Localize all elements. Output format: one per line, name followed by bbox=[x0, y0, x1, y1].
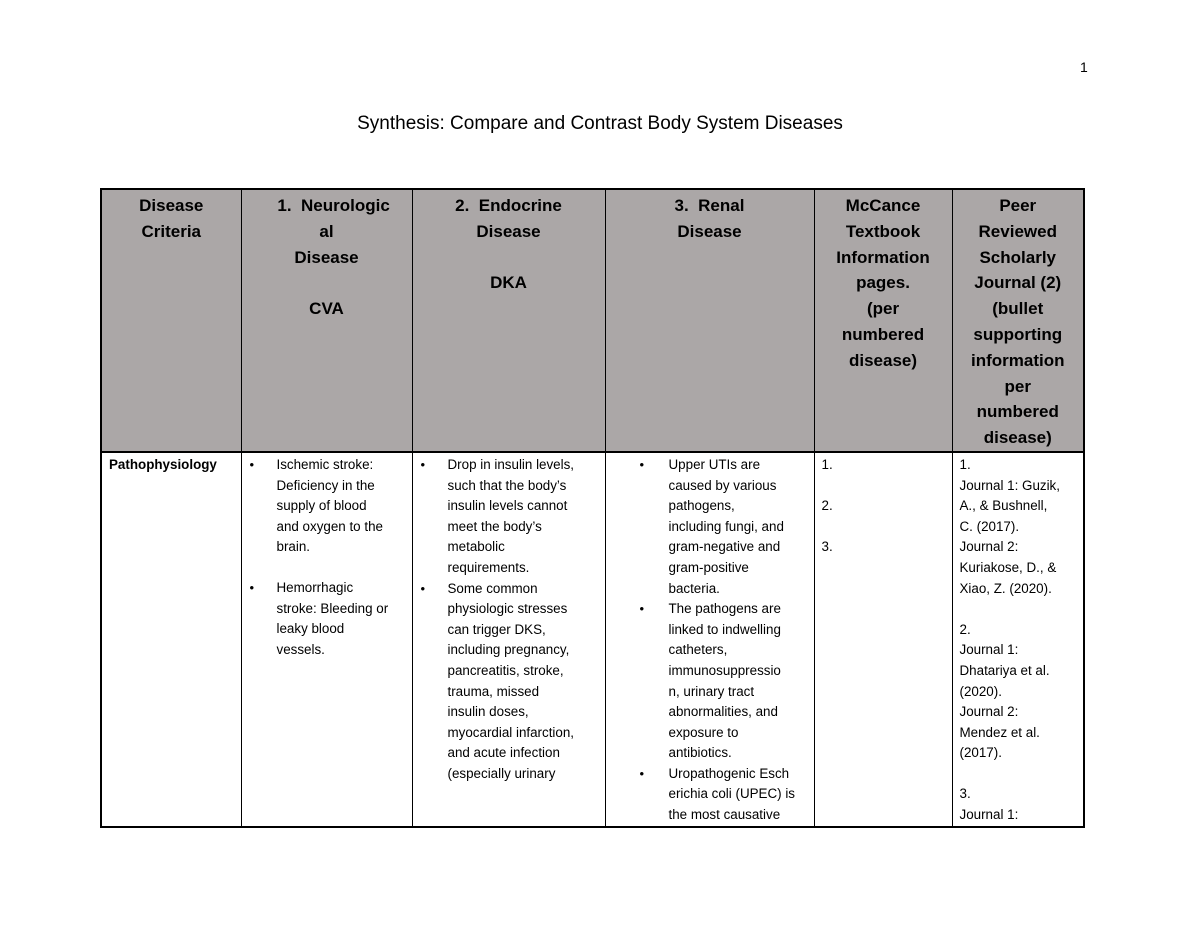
bullet-icon: • bbox=[639, 765, 645, 781]
journal-line: Mendez et al. bbox=[959, 724, 1040, 740]
header-line: Reviewed bbox=[978, 221, 1057, 241]
journal-line: 3. bbox=[959, 786, 971, 802]
header-line: (bullet bbox=[992, 299, 1044, 319]
bullet-icon: • bbox=[249, 456, 255, 472]
bullet-text-line: stroke: Bleeding or bbox=[276, 600, 389, 616]
journal-line: Journal 1: bbox=[959, 807, 1019, 823]
header-line: 2. Endocrine bbox=[455, 196, 562, 215]
header-line: Scholarly bbox=[979, 247, 1057, 267]
header-disease-criteria bbox=[101, 189, 241, 452]
bullet-text-line: caused by various bbox=[668, 477, 777, 493]
header-line: pages. bbox=[856, 273, 910, 293]
header-line: numbered bbox=[976, 402, 1059, 422]
pathophysiology-row bbox=[101, 452, 1084, 827]
page-ref-line: 3. bbox=[821, 539, 833, 555]
page-ref-line: 2. bbox=[821, 498, 833, 514]
bullet-text-line: including fungi, and bbox=[668, 518, 784, 534]
bullet-text-line: Some common bbox=[447, 580, 538, 596]
journal-line: Xiao, Z. (2020). bbox=[959, 580, 1052, 596]
journal-line: Journal 1: bbox=[959, 642, 1019, 658]
bullet-text-line: and oxygen to the bbox=[276, 518, 383, 534]
header-neurologic-disease bbox=[241, 189, 412, 452]
bullet-item bbox=[413, 455, 605, 579]
journal-line: Kuriakose, D., & bbox=[959, 559, 1057, 575]
bullet-icon: • bbox=[420, 456, 426, 472]
journal-line: Journal 2: bbox=[959, 539, 1019, 555]
header-line: Peer bbox=[999, 196, 1037, 215]
header-line: CVA bbox=[309, 299, 344, 319]
header-line: information bbox=[971, 350, 1065, 370]
header-line: Disease bbox=[294, 247, 359, 267]
journal-line bbox=[960, 764, 1084, 785]
bullet-text-line: gram-negative and bbox=[668, 539, 781, 555]
bullet-text-line: Hemorrhagic bbox=[276, 579, 354, 595]
bullet-text-line: the most causative bbox=[668, 807, 781, 823]
bullet-text-line: brain. bbox=[276, 539, 310, 555]
bullet-icon: • bbox=[420, 580, 426, 596]
bullet-text-line: Deficiency in the bbox=[276, 477, 375, 493]
bullet-text-line: Drop in insulin levels, bbox=[447, 456, 575, 472]
bullet-text-line: supply of blood bbox=[276, 498, 367, 514]
header-line: Textbook bbox=[845, 221, 921, 241]
bullet-item bbox=[606, 455, 814, 599]
bullet-text-line: immunosuppressio bbox=[668, 662, 781, 678]
bullet-text-line: vessels. bbox=[276, 641, 325, 657]
page-ref-line: 1. bbox=[821, 456, 833, 472]
bullet-text-line: physiologic stresses bbox=[447, 601, 568, 617]
bullet-text-line: bacteria. bbox=[668, 580, 720, 596]
bullet-text-line: trauma, missed bbox=[447, 683, 540, 699]
cell-mccance-pages bbox=[814, 452, 952, 827]
header-line: 1. Neurologic bbox=[263, 196, 390, 215]
journal-line: 2. bbox=[959, 621, 971, 637]
row-label-pathophysiology: Pathophysiology bbox=[101, 452, 241, 827]
bullet-text-line: erichia coli (UPEC) is bbox=[668, 786, 795, 802]
bullet-text-line: linked to indwelling bbox=[668, 621, 781, 637]
journal-line: (2020). bbox=[959, 683, 1002, 699]
page-ref-line bbox=[822, 517, 952, 538]
bullet-text-line: insulin doses, bbox=[447, 704, 529, 720]
header-line: Disease bbox=[139, 196, 204, 215]
header-mccance-textbook bbox=[814, 189, 952, 452]
bullet-text-line: gram-positive bbox=[668, 559, 749, 575]
bullet-text-line: and acute infection bbox=[447, 745, 560, 761]
journal-line: Journal 2: bbox=[959, 704, 1019, 720]
cell-endocrine bbox=[412, 452, 605, 827]
bullet-icon: • bbox=[639, 456, 645, 472]
bullet-text-line: meet the body’s bbox=[447, 518, 542, 534]
header-line: Journal (2) bbox=[974, 273, 1062, 293]
header-line: disease) bbox=[983, 428, 1052, 448]
cell-neurologic bbox=[241, 452, 412, 827]
journal-line: 1. bbox=[959, 456, 971, 472]
journal-line: A., & Bushnell, bbox=[959, 498, 1048, 514]
header-endocrine-disease bbox=[412, 189, 605, 452]
bullet-text-line: The pathogens are bbox=[668, 601, 781, 617]
header-line bbox=[413, 245, 605, 271]
bullet-text-line: pathogens, bbox=[668, 498, 735, 514]
header-renal-disease bbox=[605, 189, 814, 452]
bullet-text-line: requirements. bbox=[447, 559, 530, 575]
bullet-item bbox=[606, 599, 814, 764]
cell-renal bbox=[605, 452, 814, 827]
header-line: Criteria bbox=[141, 221, 202, 241]
header-line: supporting bbox=[973, 324, 1063, 344]
bullet-icon: • bbox=[639, 601, 645, 617]
bullet-text-line: can trigger DKS, bbox=[447, 621, 546, 637]
bullet-text-line: leaky blood bbox=[276, 621, 345, 637]
header-row bbox=[101, 189, 1084, 452]
bullet-text-line: n, urinary tract bbox=[668, 683, 755, 699]
bullet-item bbox=[242, 455, 412, 558]
page-ref-line bbox=[822, 476, 952, 497]
cell-journal-citations bbox=[952, 452, 1084, 827]
journal-line: Dhatariya et al. bbox=[959, 662, 1050, 678]
header-peer-reviewed-journal bbox=[952, 189, 1084, 452]
header-line: numbered bbox=[841, 324, 925, 344]
bullet-text-line: including pregnancy, bbox=[447, 642, 570, 658]
bullet-text-line: pancreatitis, stroke, bbox=[447, 662, 564, 678]
bullet-item bbox=[413, 579, 605, 785]
bullet-text-line: abnormalities, and bbox=[668, 704, 778, 720]
bullet-item bbox=[242, 578, 412, 660]
bullet-icon: • bbox=[249, 579, 255, 595]
list-spacer bbox=[242, 558, 412, 578]
bullet-item bbox=[606, 764, 814, 826]
bullet-text-line: such that the body’s bbox=[447, 477, 567, 493]
header-line: McCance bbox=[845, 196, 921, 215]
bullet-text-line: Upper UTIs are bbox=[668, 456, 761, 472]
bullet-text-line: catheters, bbox=[668, 642, 728, 658]
comparison-table bbox=[100, 188, 1085, 828]
header-line: al bbox=[319, 221, 334, 241]
header-line: Information bbox=[836, 247, 930, 267]
journal-line: Journal 1: Guzik, bbox=[959, 477, 1060, 493]
bullet-text-line: insulin levels cannot bbox=[447, 498, 568, 514]
header-line: 3. Renal bbox=[674, 196, 745, 215]
bullet-text-line: antibiotics. bbox=[668, 745, 732, 761]
document-title: Synthesis: Compare and Contrast Body System Diseases bbox=[357, 113, 843, 134]
bullet-text-line: (especially urinary bbox=[447, 765, 556, 781]
bullet-text-line: metabolic bbox=[447, 539, 505, 555]
header-line: disease) bbox=[848, 350, 918, 370]
bullet-text-line: myocardial infarction, bbox=[447, 724, 575, 740]
header-line: per bbox=[1004, 376, 1031, 396]
page-number: 1 bbox=[1080, 59, 1088, 75]
journal-line: (2017). bbox=[959, 745, 1002, 761]
header-line: (per bbox=[866, 299, 900, 319]
bullet-text-line: Ischemic stroke: bbox=[276, 456, 374, 472]
header-line: DKA bbox=[490, 273, 527, 293]
header-line: Disease bbox=[476, 221, 541, 241]
header-line bbox=[242, 270, 412, 296]
bullet-text-line: Uropathogenic Esch bbox=[668, 765, 790, 781]
journal-line: C. (2017). bbox=[959, 518, 1020, 534]
bullet-text-line: exposure to bbox=[668, 724, 739, 740]
journal-line bbox=[960, 599, 1084, 620]
header-line: Disease bbox=[677, 221, 742, 241]
